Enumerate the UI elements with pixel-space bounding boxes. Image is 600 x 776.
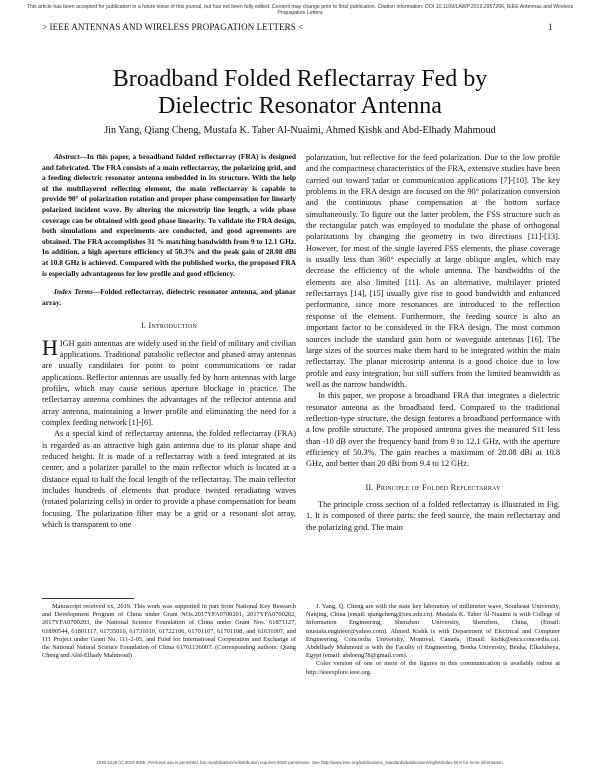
title-line-1: Broadband Folded Reflectarray Fed by	[112, 66, 488, 92]
footnote-rule	[42, 598, 134, 599]
index-terms-text: —Folded reflectarray, dielectric resonator antenna, and planar array.	[42, 287, 297, 307]
running-header: > IEEE ANTENNAS AND WIRELESS PROPAGATION LETTERS <	[42, 22, 304, 32]
index-terms-label: Index Terms	[54, 287, 93, 297]
footnote-affiliations	[306, 603, 560, 677]
footnote-color-version: Color version of one or more of the figures in this communication is available online at http://ieeexplore.ieee.org.	[306, 660, 560, 676]
abstract-text: —In this paper, a broadband folded reflectarray (FRA) is designed and fabricated. The FRA consists of a main reflectarray, the polarizing grid, and a feeding dielectric resonator antenna embedded in its structure. With the help of the multilayered reflecting element, the main reflectarray is capable to provide 90° of polarization rotation and proper phase compensation for linearly polarized incident wave. By altering the microstrip line length, a wide phase coverage can be obtained with good phase linearity. To validate the FRA design, both simulations and experiments are conducted, and good agreements are obtained. The FRA accomplishes 31 % matching bandwidth from 9 to 12.1 GHz. In addition, a high aperture efficiency of 50.3% and the peak gain of 28.08 dBi at 10.8 GHz is achieved. Compared with the published works, the proposed FRA is especially advantageous for low profile and good efficiency.	[42, 152, 296, 278]
drop-cap: H	[42, 334, 58, 360]
section-heading-principle: II. Principle of Folded Reflectarray	[365, 482, 501, 492]
copyright-footer: 1536-1225 (c) 2019 IEEE. Personal use is permitted, but republication/redistribution requires IEEE permission. See http://www.ieee.org/publications_standards/publications/rights/index.html for more information.	[96, 760, 504, 765]
prepublication-notice: This article has been accepted for publication in a future issue of this journal, but has not been fully edited. Content may change prior to final publication. Citation information: DOI 10.1109/LAWP.2019.2957266, IEEE Antennas and Wireless Propagation Letters	[26, 4, 574, 17]
page-number: 1	[548, 22, 553, 32]
footnote-funding	[42, 603, 296, 660]
intro-paragraph-2: As a special kind of reflectarray antenna, the folded reflectarray (FRA) is regarded as an attractive high gain antenna due to its planar shape and reduced height. It is made of a reflectarray with a feed integrated at its center, and a polarizer parallel to the main reflector which is located at a distance equal to half the focal length of the reflectarray. The main reflector includes hundreds of elements that produce twisted reradiating waves (rotated polarizing cells) in order to provide a phase compensation for beam focusing. The polarization filter may be a grid or a resonant slot array, which is transparent to one	[42, 429, 296, 530]
author-list: Jin Yang, Qiang Cheng, Mustafa K. Taher Al-Nuaimi, Ahmed Kishk and Abd-Elhady Mahmoud	[104, 125, 496, 136]
section2-paragraph-1: The principle cross section of a folded reflectarray is illustrated in Fig. 1. It is composed of three parts: the feed source, the main reflectarray and the polarizing grid. The main	[306, 499, 560, 532]
title-line-2: Dielectric Resonator Antenna	[158, 93, 442, 119]
left-column	[42, 152, 296, 531]
footnote-funding-text: Manuscript received xx, 2019. This work was supported in part from National Key Research and Development Program of China under Grant NOs.2017YFA0700201, 2017YFA0700202, 2017YFA0700203, the National Science Foundation of China under Grant Nos. 61871127, 61890544, 61801117, 61735010, 61731010, 61722106, 61701107, 61701108, and 61631007, and 111 Project under Grant No. 111-2-05, and Fund for International Cooperation and Exchange of the National Natural Science Foundation of China 61761136007. (Corresponding authors: Qiang Cheng and Abd-Elhady Mahmoud)	[42, 603, 296, 660]
index-terms	[42, 287, 296, 308]
right-paragraph-2: In this paper, we propose a broadband FRA that integrates a dielectric resonator antenna as the broadband feed. Compared to the traditional reflection-type structure, the design features a broadband performance with a low profile structure. The proposed antenna gives the measured S11 less than -10 dB over the frequency band from 9 to 12.1 GHz, with the aperture efficiency of 50.3%. The gain reaches a maximum of 28.08 dBi at 10.8 GHz, and better than 20 dBi from 9.4 to 12 GHz.	[306, 391, 560, 469]
paper-title	[40, 66, 560, 120]
right-column	[306, 152, 560, 533]
abstract	[42, 152, 296, 279]
abstract-label: Abstract	[54, 152, 80, 161]
right-paragraph-1: polarization, but reflective for the feed polarization. Due to the low profile and the compactness characteristics of the FRA, extensive studies have been carried out toward radar or communication applications [7]-[10]. The key problems in the FRA design are focused on the 90° polarization conversion and the continuous phase compensation at the bottom surface simultaneously. To figure out the latter problem, the FSS structure such as the rectangular patch was employed to modulate the phase of orthogonal polarizations by changing the geometry in two directions [11]-[13]. However, for most of the single layered FSS elements, the phase coverage is usually less than 360° especially at large oblique angles, which may decrease the efficiency of the whole antenna. The bandwidths of the elements are also limited [11]. As an alternative, multilayer printed reflectarrays [14], [15] usually give rise to good bandwidth and enhanced performance, since more resonances are introduced to the reflection response of the element. Furthermore, the feeding source is also an important factor to be considered in the FRA design. The most common sources include the standard gain horn or waveguide antennas [16]. The large sizes of the sources make them hard to be integrated within the main reflectarray. The planar microstrip antenna is a good choice due to low profile and easy integration, but still suffers from the limited beamwidth as well as the narrow bandwidth.	[306, 153, 560, 389]
section-heading-introduction: I. Introduction	[140, 321, 198, 331]
footnote-affiliations-text: J. Yang, Q. Cheng are with the state key laboratory of millimeter wave, Southeast University, Nanjing, China (email: qiangcheng@seu.edu.cn). Mustafa K. Taher Al-Nuaimi is with College of Information Engineering, Shenzhen University, Shenzhen, China, (Email: mustafa.engineer@yahoo.com). Ahmed Kishk is with Department of Electrical and Computer Engineering, Concordia University, Montreal, Canada, (Email: kishk@encs.concordia.ca). Abdelhady Mahmoud is with the Faculty of Engineering, Benha University, Benha, Elkalubeya, Egypt (email: abdoeng78@gmail.com).	[306, 603, 560, 660]
intro-paragraph-1-text: IGH gain antennas are widely used in the field of military and civilian applications. Traditional parabolic reflector and phased array antennas are usually candidates for point to point communications or radar applications. Reflector antennas are usually fed by horn antennas with large profiles, which may cause serious aperture blockage in practice. The reflectarray antenna combines the advantages of the reflector antenna and array antenna, maintaining a lower profile and eliminating the need for a complex feeding network [1]-[6].	[42, 338, 296, 428]
intro-paragraph-1	[42, 334, 296, 429]
